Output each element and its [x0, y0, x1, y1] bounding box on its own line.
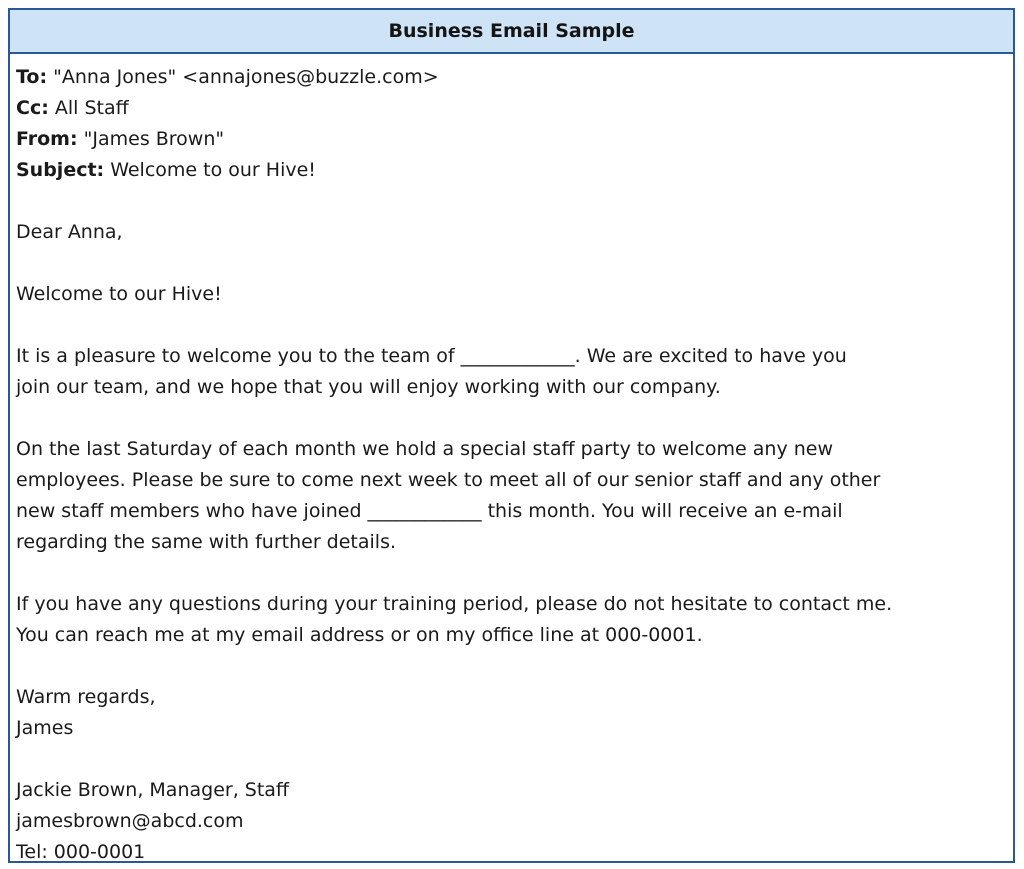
cc-field — [16, 93, 1007, 124]
sender-first-name: James — [16, 717, 74, 739]
paragraph-2-line-4: regarding the same with further details. — [16, 531, 397, 553]
paragraph-3-line-1: If you have any questions during your training period, please do not hesitate to contact me. — [16, 593, 893, 615]
signature-name-title: Jackie Brown, Manager, Staff — [16, 779, 290, 801]
blank-line — [16, 310, 1007, 341]
paragraph-3-line-2: You can reach me at my email address or on my office line at 000-0001. — [16, 624, 703, 646]
email-sample-panel — [8, 8, 1015, 863]
blank-line — [16, 744, 1007, 775]
paragraph-2-line-3: new staff members who have joined ____________ this month. You will receive an e-mail — [16, 500, 843, 522]
subject-field — [16, 155, 1007, 186]
signature-email: jamesbrown@abcd.com — [16, 810, 244, 832]
blank-line — [16, 558, 1007, 589]
from-field — [16, 124, 1007, 155]
panel-title: Business Email Sample — [10, 10, 1013, 54]
paragraph-2-line-2: employees. Please be sure to come next week to meet all of our senior staff and any other — [16, 469, 881, 491]
cc-value: All Staff — [48, 97, 129, 119]
to-label: To: — [16, 66, 48, 88]
blank-line — [16, 186, 1007, 217]
paragraph-1-line-1: It is a pleasure to welcome you to the team of ____________. We are excited to have you — [16, 345, 847, 367]
blank-line — [16, 651, 1007, 682]
to-value: "Anna Jones" <annajones@buzzle.com> — [47, 66, 439, 88]
subject-label: Subject: — [16, 159, 105, 181]
cc-label: Cc: — [16, 97, 49, 119]
to-field — [16, 62, 1007, 93]
closing: Warm regards, — [16, 686, 156, 708]
subject-value: Welcome to our Hive! — [104, 159, 316, 181]
from-label: From: — [16, 128, 78, 150]
paragraph-1-line-2: join our team, and we hope that you will enjoy working with our company. — [16, 376, 721, 398]
intro-line: Welcome to our Hive! — [16, 283, 222, 305]
email-content — [10, 54, 1013, 868]
greeting: Dear Anna, — [16, 221, 123, 243]
blank-line — [16, 248, 1007, 279]
from-value: "James Brown" — [77, 128, 225, 150]
signature-tel: Tel: 000-0001 — [16, 841, 146, 863]
paragraph-2-line-1: On the last Saturday of each month we hold a special staff party to welcome any new — [16, 438, 834, 460]
blank-line — [16, 403, 1007, 434]
